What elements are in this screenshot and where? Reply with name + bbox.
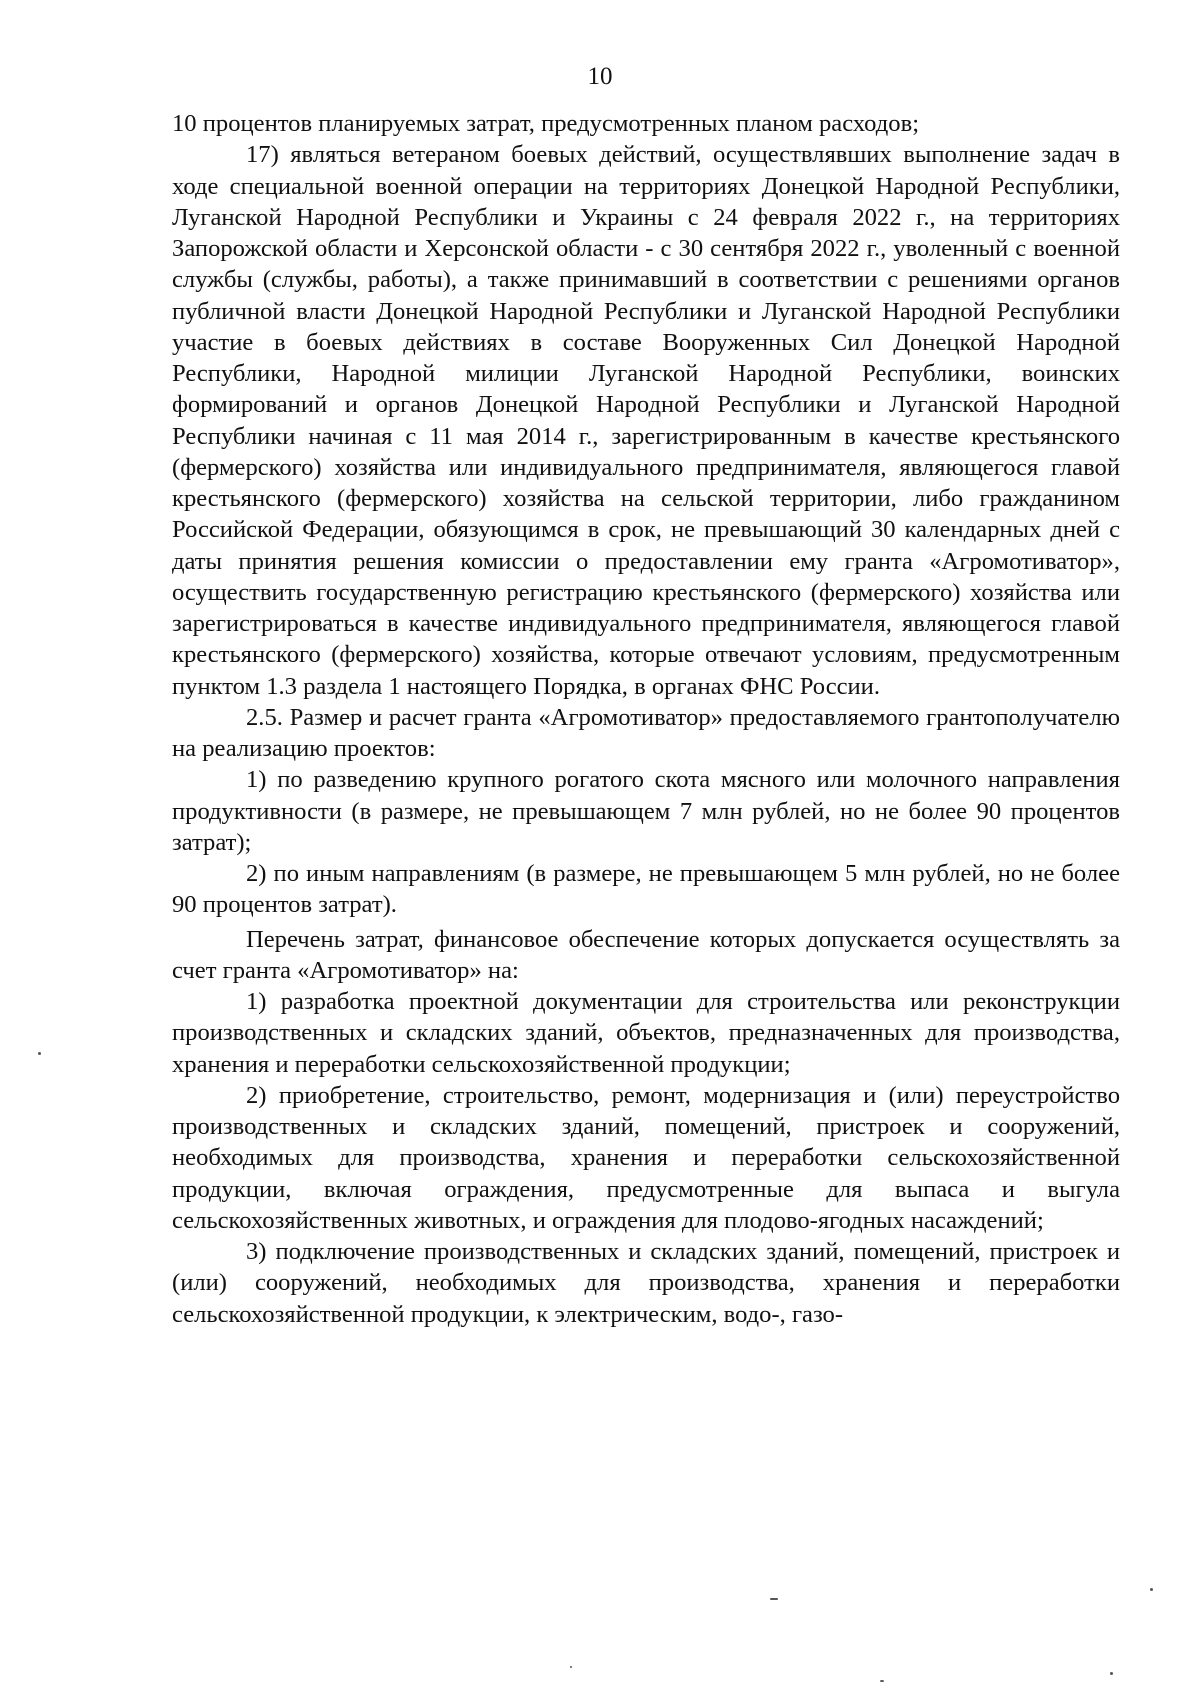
- paragraph-grant-cattle: 1) по разведению крупного рогатого скота мясного или молочного направления продуктивности (в размере, не превышающем 7 млн рублей, но не более 90 процентов затрат);: [172, 766, 1120, 856]
- scan-speck: [38, 1052, 41, 1055]
- scan-speck: [1110, 1672, 1113, 1675]
- paragraph-expense-list-intro: Перечень затрат, финансовое обеспечение которых допускается осуществлять за счет гранта «Агромотиватор» на:: [172, 925, 1120, 984]
- paragraph-item-17-veteran: 17) являться ветераном боевых действий, осуществлявших выполнение задач в ходе специальной военной операции на территориях Донецкой Народной Республики, Луганской Народной Республики и Украины с 24 февраля 2022 г., на территориях Запорожской области и Херсонской области - с 30 сентября 2022 г., уволенный с военной службы (службы, работы), а также принимавший в соответствии с решениями органов публичной власти Донецкой Народной Республики и Луганской Народной Республики участие в боевых действиях в составе Вооруженных Сил Донецкой Народной Республики, Народной милиции Луганской Народной Республики, воинских формирований и органов Донецкой Народной Республики и Луганской Народной Республики начиная с 11 мая 2014 г., зарегистрированным в качестве крестьянского (фермерского) хозяйства или индивидуального предпринимателя, являющегося главой крестьянского (фермерского) хозяйства на сельской территории, либо гражданином Российской Федерации, обязующимся в срок, не превышающий 30 календарных дней с даты принятия решения комиссии о предоставлении ему гранта «Агромотиватор», осуществить государственную регистрацию крестьянского (фермерского) хозяйства или зарегистрироваться в качестве индивидуального предпринимателя, являющегося главой крестьянского (фермерского) хозяйства, которые отвечают условиям, предусмотренным пунктом 1.3 раздела 1 настоящего Порядка, в органах ФНС России.: [172, 141, 1120, 700]
- paragraph-expense-item-3: 3) подключение производственных и складских зданий, помещений, пристроек и (или) сооружений, необходимых для производства, хранения и переработки сельскохозяйственной продукции, к электрическим, водо-, газо-: [172, 1238, 1120, 1328]
- paragraph-expense-item-2: 2) приобретение, строительство, ремонт, модернизация и (или) переустройство производственных и складских зданий, помещений, пристроек и сооружений, необходимых для производства, хранения и переработки сельскохозяйственной продукции, включая ограждения, предусмотренные для выпаса и выгула сельскохозяйственных животных, и ограждения для плодово-ягодных насаждений;: [172, 1081, 1120, 1234]
- paragraph-expense-item-1: 1) разработка проектной документации для строительства или реконструкции производственных и складских зданий, объектов, предназначенных для производства, хранения и переработки сельскохозяйственной продукции;: [172, 988, 1120, 1078]
- paragraph-expense-plan-end: 10 процентов планируемых затрат, предусмотренных планом расходов;: [172, 110, 920, 137]
- scan-speck: [570, 1666, 572, 1668]
- paragraph-grant-other: 2) по иным направлениям (в размере, не превышающем 5 млн рублей, но не более 90 процентов затрат).: [172, 860, 1120, 919]
- scan-speck: [770, 1598, 778, 1600]
- page-number: 10: [587, 63, 613, 90]
- scan-speck: [880, 1680, 884, 1682]
- scan-speck: [1150, 1588, 1153, 1591]
- document-body: [172, 108, 1120, 1330]
- paragraph-2-5-grant-size: 2.5. Размер и расчет гранта «Агромотиватор» предоставляемого грантополучателю на реализацию проектов:: [172, 703, 1120, 762]
